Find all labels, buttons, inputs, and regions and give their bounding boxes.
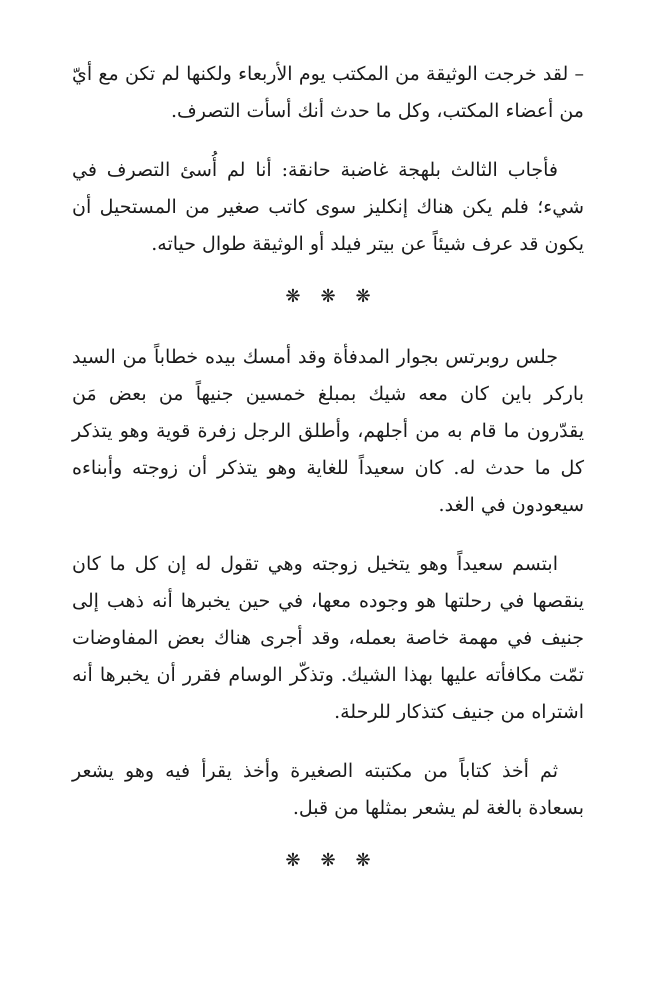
section-separator-2 [72,849,584,873]
asterism-icon: ❋ [355,286,371,307]
book-page [72,56,584,903]
paragraph-4: ابتسم سعيداً وهو يتخيل زوجته وهي تقول له إن كل ما كان ينقصها في رحلتها هو وجوده معها، في حين يخبرها أنه ذهب إلى جنيف في مهمة خاصة بعمله، وقد أجرى هناك بعض المفاوضات تمّت مكافأته عليها بهذا الشيك. وتذكّر الوسام فقرر أن يخبرها أنه اشتراه من جنيف كتذكار للرحلة. [72,553,584,723]
asterism-icon: ❋ [320,850,336,871]
paragraph-5: ثم أخذ كتاباً من مكتبته الصغيرة وأخذ يقرأ فيه وهو يشعر بسعادة بالغة لم يشعر بمثلها من قبل. [72,760,584,819]
asterism-icon: ❋ [285,850,301,871]
paragraph-3: جلس روبرتس بجوار المدفأة وقد أمسك بيده خطاباً من السيد باركر باين كان معه شيك بمبلغ خمسين جنيهاً من بعض مَن يقدّرون ما قام به من أجلهم، وأطلق الرجل زفرة قوية وهو يتذكر كل ما حدث له. كان سعيداً للغاية وهو يتذكر أن زوجته وأبناءه سيعودون في الغد. [72,346,584,516]
asterism-icon: ❋ [285,286,301,307]
asterism-icon: ❋ [320,286,336,307]
asterism-icon: ❋ [355,850,371,871]
paragraph-2: فأجاب الثالث بلهجة غاضبة حانقة: أنا لم أُسئ التصرف في شيء؛ فلم يكن هناك إنكليز سوى كاتب صغير من المستحيل أن يكون قد عرف شيئاً عن بيتر فيلد أو الوثيقة طوال حياته. [72,159,584,255]
paragraph-1: – لقد خرجت الوثيقة من المكتب يوم الأربعاء ولكنها لم تكن مع أيّ من أعضاء المكتب، وكل ما حدث أنك أسأت التصرف. [72,63,584,122]
section-separator-1 [72,285,584,309]
